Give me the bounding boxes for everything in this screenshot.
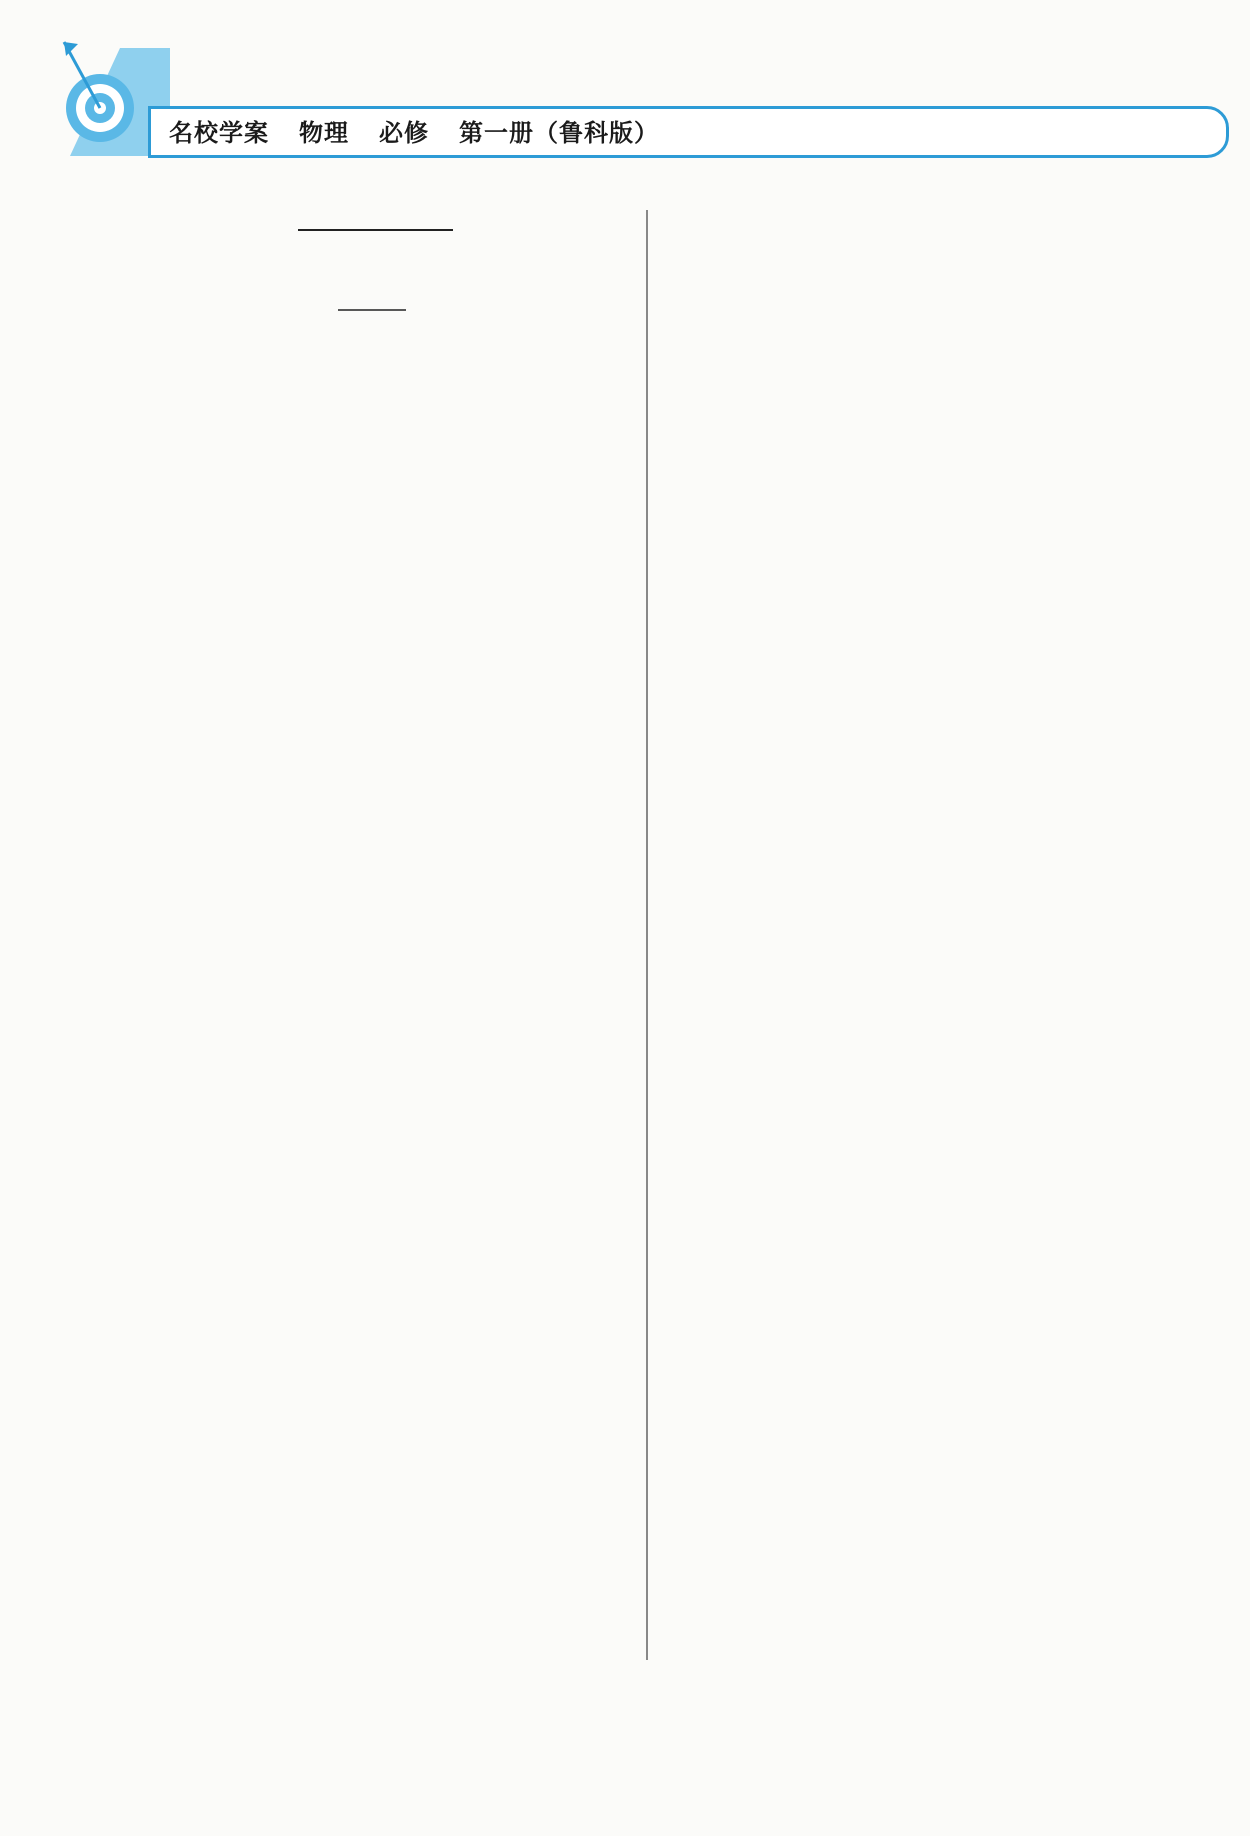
figure-answer-6 [128,200,623,400]
header-series: 名校学案 [169,119,269,147]
header-title [169,113,689,148]
triangle-diagram [128,200,623,400]
page-header [60,38,1170,158]
column-divider [646,210,648,1660]
header-volume: 第一册（鲁科版） [459,119,659,147]
left-column [128,200,623,404]
header-title-bar [148,106,1229,158]
header-subject: 物理 [299,119,349,147]
header-course: 必修 [379,119,429,147]
